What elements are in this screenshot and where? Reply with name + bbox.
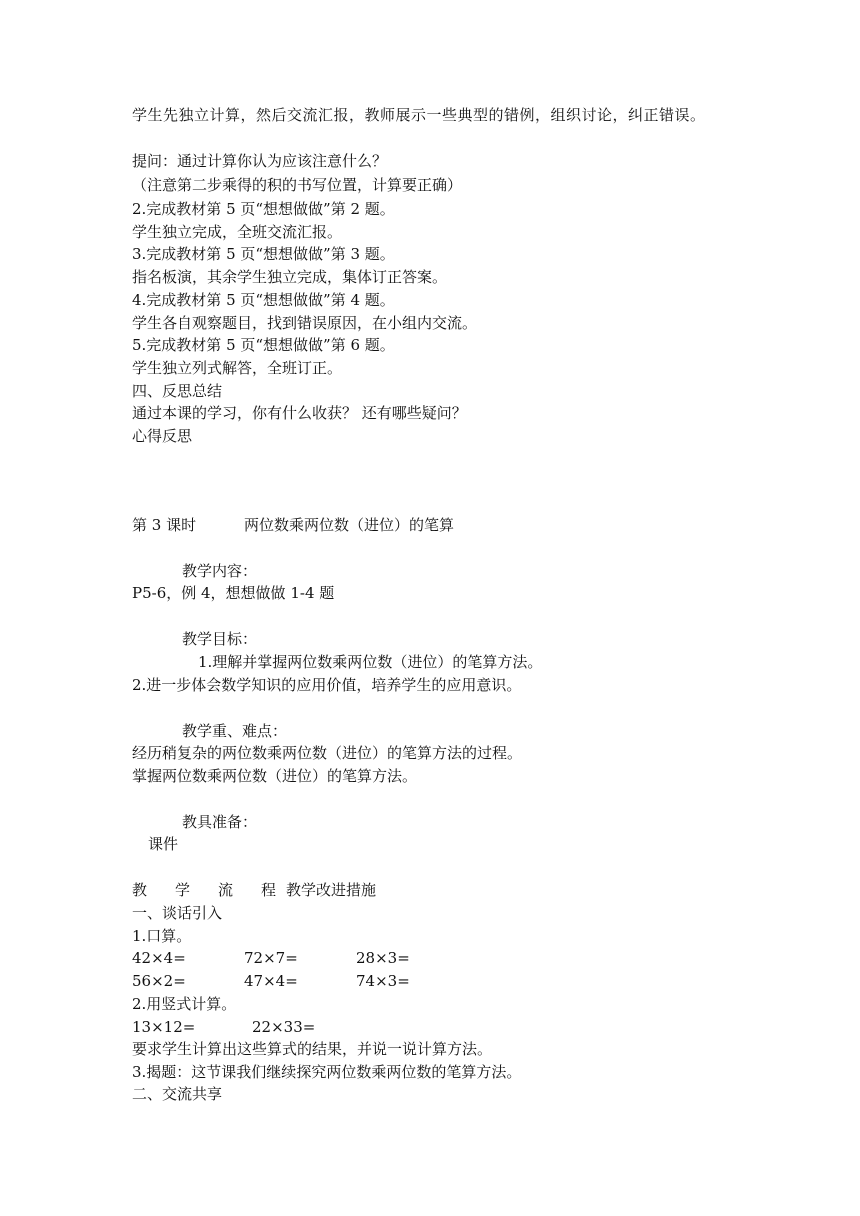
text-line: 学生独立完成，全班交流汇报。: [132, 223, 343, 241]
text-line: 学生各自观察题目，找到错误原因，在小组内交流。: [132, 314, 478, 332]
goal-item: 1.理解并掌握两位数乘两位数（进位）的笔算方法。: [198, 653, 543, 671]
text-line: 提问：通过计算你认为应该注意什么？: [132, 152, 388, 170]
text-line: 1.口算。: [132, 927, 192, 945]
oral-problem: 74×3=: [356, 972, 410, 990]
tools-text: 课件: [148, 835, 179, 853]
text-line: 3.完成教材第 5 页“想想做做”第 3 题。: [132, 245, 395, 263]
section-heading: 四、反思总结: [132, 382, 223, 400]
vertical-problem: 13×12=: [132, 1018, 196, 1036]
content-text: P5-6，例 4，想想做做 1-4 题: [132, 584, 335, 602]
text-line: 心得反思: [132, 427, 193, 445]
key-item: 经历稍复杂的两位数乘两位数（进位）的笔算方法的过程。: [132, 744, 523, 762]
tools-heading: 教具准备：: [182, 813, 258, 831]
process-header-extra: 教学改进措施: [286, 881, 377, 899]
lesson-number: 第 3 课时: [132, 516, 197, 534]
text-line: 要求学生计算出这些算式的结果，并说一说计算方法。: [132, 1040, 493, 1058]
text-line: 指名板演，其余学生独立完成，集体订正答案。: [132, 268, 448, 286]
text-line: 3.揭题：这节课我们继续探究两位数乘两位数的笔算方法。: [132, 1063, 522, 1081]
section-heading: 二、交流共享: [132, 1085, 223, 1103]
oral-problem: 47×4=: [244, 972, 298, 990]
process-header-char: 学: [175, 881, 191, 899]
text-line: （注意第二步乘得的积的书写位置，计算要正确）: [132, 176, 463, 194]
content-heading: 教学内容：: [182, 562, 258, 580]
key-item: 掌握两位数乘两位数（进位）的笔算方法。: [132, 767, 418, 785]
text-line: 4.完成教材第 5 页“想想做做”第 4 题。: [132, 291, 395, 309]
text-line: 通过本课的学习，你有什么收获？ 还有哪些疑问？: [132, 404, 467, 422]
text-line: 2.用竖式计算。: [132, 995, 237, 1013]
lesson-title: 两位数乘两位数（进位）的笔算: [244, 516, 455, 534]
key-heading: 教学重、难点：: [182, 722, 288, 740]
oral-problem: 28×3=: [356, 949, 410, 967]
vertical-problem: 22×33=: [252, 1018, 316, 1036]
oral-problem: 72×7=: [244, 949, 298, 967]
oral-problem: 42×4=: [132, 949, 186, 967]
intro-paragraph: 学生先独立计算，然后交流汇报，教师展示一些典型的错例，组织讨论，纠正错误。: [132, 106, 706, 124]
goal-item: 2.进一步体会数学知识的应用价值，培养学生的应用意识。: [132, 676, 522, 694]
text-line: 2.完成教材第 5 页“想想做做”第 2 题。: [132, 200, 395, 218]
goals-heading: 教学目标：: [182, 630, 258, 648]
process-header-char: 流: [218, 881, 234, 899]
text-line: 学生独立列式解答，全班订正。: [132, 359, 343, 377]
oral-problem: 56×2=: [132, 972, 186, 990]
section-heading: 一、谈话引入: [132, 904, 223, 922]
process-header-char: 教: [132, 881, 148, 899]
process-header-char: 程: [261, 881, 277, 899]
text-line: 5.完成教材第 5 页“想想做做”第 6 题。: [132, 336, 395, 354]
